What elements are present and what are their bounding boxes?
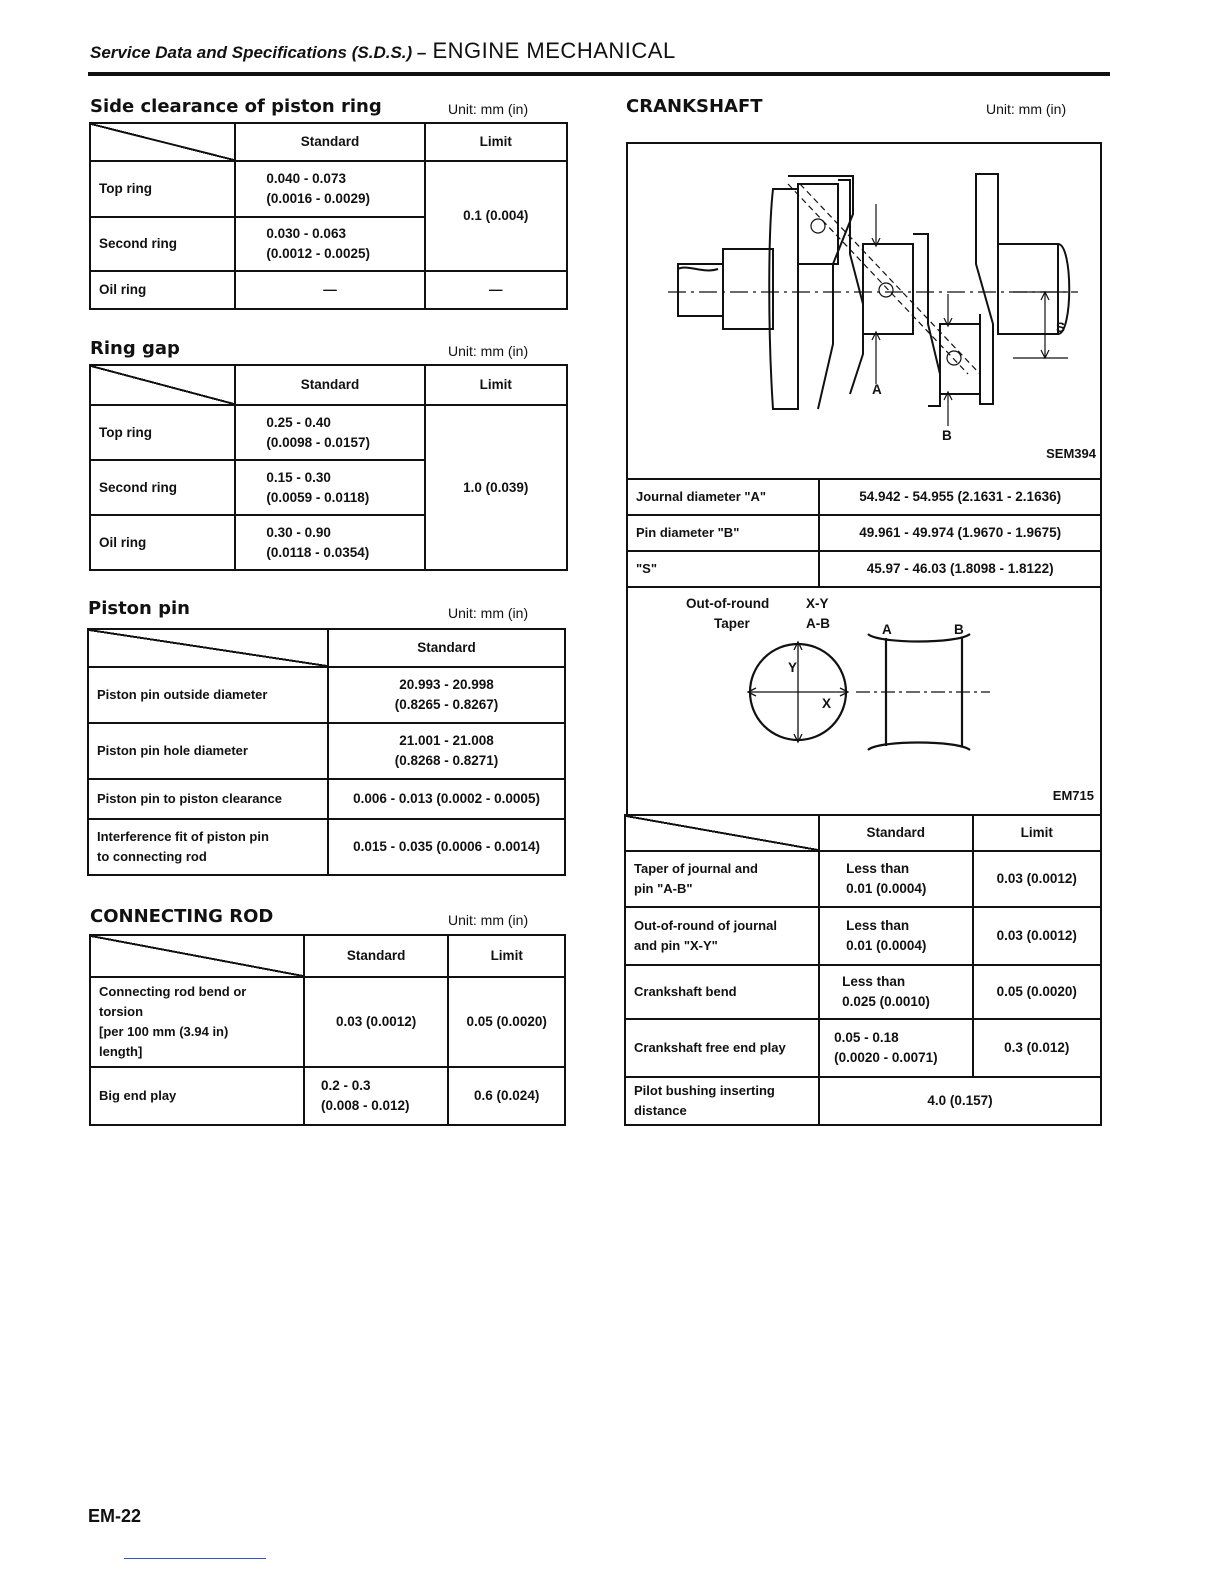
piston-pin-table	[87, 628, 566, 876]
col-header-standard: Standard	[235, 365, 424, 405]
table-corner	[88, 629, 328, 667]
table-row	[90, 405, 567, 460]
table-row	[88, 779, 565, 819]
col-header-standard: Standard	[819, 815, 972, 851]
table-row	[625, 907, 1101, 965]
fig1-label-a: A	[872, 382, 882, 397]
row-standard: 0.030 - 0.063 (0.0012 - 0.0025)	[235, 217, 424, 271]
row-label: Journal diameter "A"	[627, 479, 819, 515]
piston-pin-title: Piston pin	[88, 598, 190, 619]
row-standard: Less than 0.025 (0.0010)	[819, 965, 972, 1019]
out-of-round-drawing	[628, 586, 1100, 814]
row-standard: 0.015 - 0.035 (0.0006 - 0.0014)	[328, 819, 565, 875]
row-standard: 20.993 - 20.998 (0.8265 - 0.8267)	[328, 667, 565, 723]
row-value: 4.0 (0.157)	[819, 1077, 1101, 1125]
crankshaft-dims-table	[626, 478, 1102, 588]
table-row	[88, 819, 565, 875]
table-corner	[90, 123, 235, 161]
out-of-round-figure	[626, 586, 1102, 814]
ring-gap-unit: Unit: mm (in)	[448, 343, 529, 359]
fig2-taper-label: Taper	[714, 616, 750, 631]
fig2-label-b: B	[954, 622, 964, 637]
row-standard: Less than 0.01 (0.0004)	[819, 907, 972, 965]
fig2-label-a: A	[882, 622, 892, 637]
row-value: 45.97 - 46.03 (1.8098 - 1.8122)	[819, 551, 1101, 587]
shared-limit: 0.1 (0.004)	[425, 161, 567, 271]
row-label: Out-of-round of journal and pin "X-Y"	[625, 907, 819, 965]
row-label: Second ring	[90, 460, 235, 515]
row-label: Oil ring	[90, 515, 235, 570]
row-limit: 0.03 (0.0012)	[973, 907, 1102, 965]
row-label: Crankshaft bend	[625, 965, 819, 1019]
col-header-standard: Standard	[304, 935, 448, 977]
row-standard: 0.15 - 0.30 (0.0059 - 0.0118)	[235, 460, 424, 515]
row-label: Pin diameter "B"	[627, 515, 819, 551]
bottom-line	[124, 1558, 266, 1559]
col-header-limit: Limit	[973, 815, 1102, 851]
row-label: Piston pin hole diameter	[88, 723, 328, 779]
table-row	[625, 965, 1101, 1019]
table-corner	[90, 935, 304, 977]
crankshaft-spec-table	[624, 814, 1102, 1126]
page-number: EM-22	[88, 1506, 142, 1526]
col-header-limit: Limit	[425, 365, 567, 405]
fig1-label-s: S	[1056, 320, 1066, 335]
table-corner	[625, 815, 819, 851]
ring-gap-table	[89, 364, 568, 571]
row-standard: 0.006 - 0.013 (0.0002 - 0.0005)	[328, 779, 565, 819]
connecting-rod-table	[89, 934, 566, 1126]
row-label: Piston pin outside diameter	[88, 667, 328, 723]
row-limit: 0.05 (0.0020)	[973, 965, 1102, 1019]
crankshaft-title: CRANKSHAFT	[626, 96, 763, 117]
fig1-code: SEM394	[1046, 446, 1096, 461]
table-row	[88, 723, 565, 779]
row-standard: 0.25 - 0.40 (0.0098 - 0.0157)	[235, 405, 424, 460]
row-label: Big end play	[90, 1067, 304, 1125]
side-clearance-table	[89, 122, 568, 310]
table-row	[625, 851, 1101, 907]
row-standard: Less than 0.01 (0.0004)	[819, 851, 972, 907]
table-row	[627, 551, 1101, 587]
shared-limit: 1.0 (0.039)	[425, 405, 567, 570]
table-row	[627, 515, 1101, 551]
side-clearance-unit: Unit: mm (in)	[448, 101, 529, 117]
side-clearance-title: Side clearance of piston ring	[90, 96, 382, 117]
table-row	[627, 479, 1101, 515]
col-header-limit: Limit	[425, 123, 567, 161]
row-label: Top ring	[90, 405, 235, 460]
page-header	[90, 38, 676, 64]
row-standard: 0.040 - 0.073 (0.0016 - 0.0029)	[235, 161, 424, 217]
row-label: Crankshaft free end play	[625, 1019, 819, 1077]
table-row	[90, 977, 565, 1067]
row-limit: —	[425, 271, 567, 309]
table-row	[90, 271, 567, 309]
crankshaft-figure	[626, 142, 1102, 478]
fig2-oor-value: X-Y	[806, 596, 829, 611]
table-row	[90, 161, 567, 217]
col-header-standard: Standard	[328, 629, 565, 667]
fig2-label-y: Y	[788, 660, 798, 675]
table-row	[625, 1019, 1101, 1077]
connecting-rod-unit: Unit: mm (in)	[448, 912, 529, 928]
ring-gap-title: Ring gap	[90, 338, 180, 359]
piston-pin-unit: Unit: mm (in)	[448, 605, 529, 621]
header-rule	[88, 72, 1110, 76]
row-limit: 0.03 (0.0012)	[973, 851, 1102, 907]
header-title: ENGINE MECHANICAL	[432, 38, 676, 63]
row-standard: 21.001 - 21.008 (0.8268 - 0.8271)	[328, 723, 565, 779]
row-standard: 0.05 - 0.18 (0.0020 - 0.0071)	[819, 1019, 972, 1077]
table-corner	[90, 365, 235, 405]
row-value: 54.942 - 54.955 (2.1631 - 2.1636)	[819, 479, 1101, 515]
fig2-taper-value: A-B	[806, 616, 830, 631]
crankshaft-drawing	[628, 144, 1100, 478]
crankshaft-unit: Unit: mm (in)	[986, 101, 1067, 117]
row-label: Taper of journal and pin "A-B"	[625, 851, 819, 907]
col-header-standard: Standard	[235, 123, 424, 161]
fig2-oor-label: Out-of-round	[686, 596, 770, 611]
table-row	[625, 1077, 1101, 1125]
fig2-label-x: X	[822, 696, 832, 711]
connecting-rod-title: CONNECTING ROD	[90, 906, 274, 927]
row-label: Top ring	[90, 161, 235, 217]
row-label: Connecting rod bend or torsion [per 100 mm (3.94 in) length]	[90, 977, 304, 1067]
row-label: Oil ring	[90, 271, 235, 309]
table-row	[88, 667, 565, 723]
fig2-code: EM715	[1052, 788, 1094, 803]
row-label: Pilot bushing inserting distance	[625, 1077, 819, 1125]
row-standard: —	[235, 271, 424, 309]
row-label: Piston pin to piston clearance	[88, 779, 328, 819]
row-label: Interference fit of piston pin to connecting rod	[88, 819, 328, 875]
col-header-limit: Limit	[448, 935, 565, 977]
header-italic: Service Data and Specifications (S.D.S.) –	[90, 43, 427, 62]
row-standard: 0.30 - 0.90 (0.0118 - 0.0354)	[235, 515, 424, 570]
row-standard: 0.03 (0.0012)	[304, 977, 448, 1067]
row-limit: 0.05 (0.0020)	[448, 977, 565, 1067]
fig1-label-b: B	[942, 428, 952, 443]
row-label: Second ring	[90, 217, 235, 271]
table-row	[90, 1067, 565, 1125]
row-limit: 0.3 (0.012)	[973, 1019, 1102, 1077]
row-value: 49.961 - 49.974 (1.9670 - 1.9675)	[819, 515, 1101, 551]
row-limit: 0.6 (0.024)	[448, 1067, 565, 1125]
row-standard: 0.2 - 0.3 (0.008 - 0.012)	[304, 1067, 448, 1125]
row-label: "S"	[627, 551, 819, 587]
